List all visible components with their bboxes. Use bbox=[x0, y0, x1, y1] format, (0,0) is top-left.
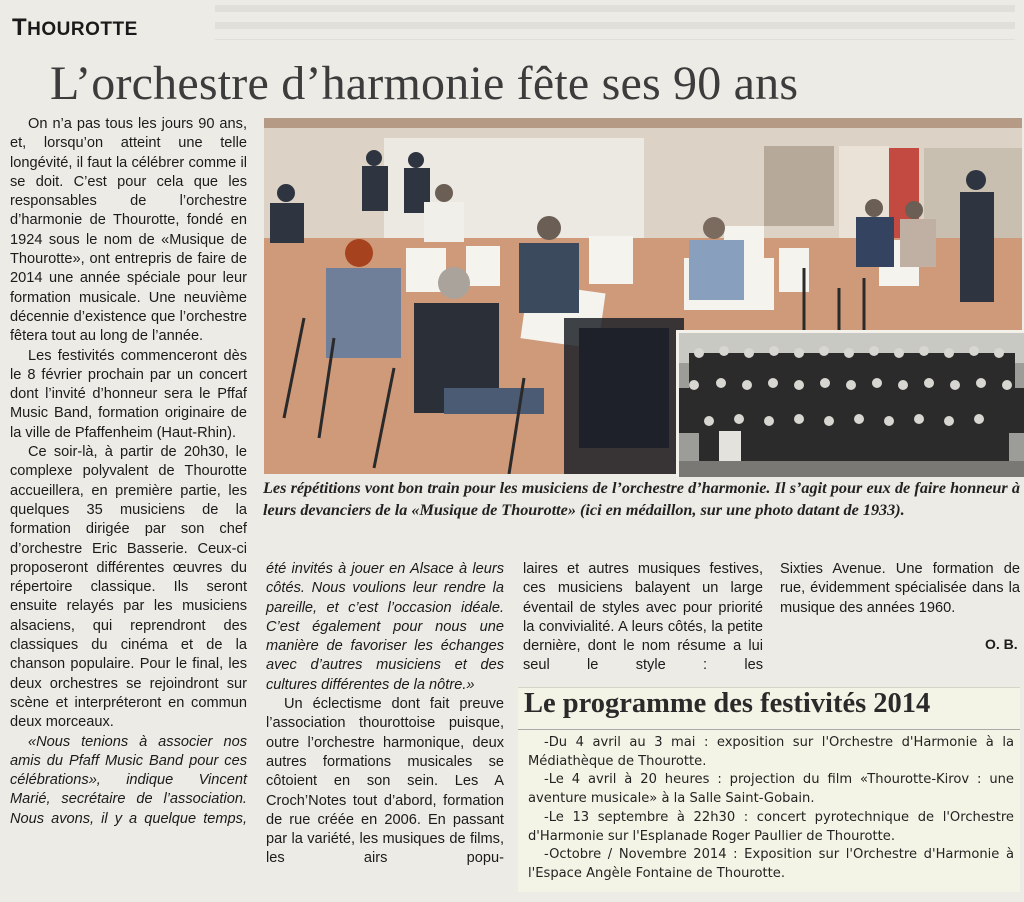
programme-list bbox=[528, 734, 1014, 884]
programme-item: -Du 4 avril au 3 mai : exposition sur l'Orchestre d'Harmonie à la Médiathèque de Thourotte. bbox=[528, 735, 1014, 769]
paragraph-quote: «Nous tenions à associer nos amis du Pfaff Music Band pour ces célébrations», indique Vincent Marié, secrétaire de l’association. Nous avons, il y a quelque temps, bbox=[10, 733, 247, 827]
paragraph: laires et autres musiques festives, ces musiciens balayent un large éventail de styles avec pour priorité la convivialité. A leurs côtés, la petite dernière, dont le nom résume a lui seul le style : les bbox=[523, 561, 763, 674]
article-column-4 bbox=[780, 560, 1020, 618]
historic-1933-photo bbox=[676, 330, 1024, 477]
programme-item: -Le 4 avril à 20 heures : projection du film «Thourotte-Kirov : une aventure musicale» à la Salle Saint-Gobain. bbox=[528, 772, 1014, 807]
article-column-3 bbox=[523, 560, 763, 676]
historic-photo-drawing bbox=[679, 333, 1024, 477]
paragraph: Un éclectisme dont fait preuve l’association thourottoise puisque, outre l’orchestre harmonique, deux autres formations musicales se côtoient en son sein. Les A Croch’Notes tout d’abord, formation de rue créée en 2006. En passant par la variété, les musiques de films, les airs popu- bbox=[266, 696, 504, 867]
article-column-1 bbox=[10, 115, 247, 829]
paragraph-quote: été invités à jouer en Alsace à leurs côtés. Nous voulions leur rendre la pareille, et c’est l’occasion idéale. C’est également pour nous une manière de favoriser les échanges avec d’autres musiciens et des cultures différentes de la nôtre.» bbox=[266, 561, 504, 693]
programme-item: -Octobre / Novembre 2014 : Exposition sur l'Orchestre d'Harmonie à l'Espace Angèle Fontaine de Thourotte. bbox=[528, 847, 1014, 881]
author-signature: O. B. bbox=[985, 636, 1018, 652]
programme-item: -Le 13 septembre à 22h30 : concert pyrotechnique de l'Orchestre d'Harmonie sur l'Esplanade Roger Paullier de Thourotte. bbox=[528, 809, 1014, 844]
article-column-2 bbox=[266, 560, 504, 869]
bleed-through-text bbox=[215, 0, 1015, 40]
programme-title: Le programme des festivités 2014 bbox=[524, 688, 931, 719]
photo-caption: Les répétitions vont bon train pour les musiciens de l’orchestre d’harmonie. Il s’agit pour eux de faire honneur à leurs devanciers de la «Musique de Thourotte» (ici en médaillon, sur une photo datant de 1933). bbox=[263, 479, 1020, 519]
paragraph: Les festivités commenceront dès le 8 février prochain par un concert dont l’invité d’honneur sera le Pffaf Music Band, formation originaire de la ville de Pfaffenheim (Haut-Rhin). bbox=[10, 347, 247, 441]
rubric-text: HOUROTTE bbox=[27, 19, 138, 40]
programme-divider bbox=[518, 729, 1020, 730]
article-headline: L’orchestre d’harmonie fête ses 90 ans bbox=[50, 57, 799, 110]
paragraph: Sixties Avenue. Une formation de rue, évidemment spécialisée dans la musique des années 1960. bbox=[780, 561, 1020, 616]
paragraph: Ce soir-là, à partir de 20h30, le complexe polyvalent de Thourotte accueillera, en première partie, les quelques 35 musiciens de la formation dirigée par son chef d’orchestre Eric Basserie. Ceux-ci proposeront différentes œuvres du répertoire classique. Ils seront ensuite relayés par les musiciens alsaciens, qui reprendront des classiques du cinéma et de la chanson populaire. Pour le final, les deux orchestres se rejoindront sur scène et interpréteront en commun deux morceaux. bbox=[10, 444, 247, 731]
paragraph: On n’a pas tous les jours 90 ans, et, lorsqu’on atteint une telle longévité, il faut la célébrer comme il se doit. C’est pour cela que les responsables de l’orchestre d’harmonie de Thourotte, fondé en 1924 sous le nom de «Musique de Thourotte», ont entrepris de faire de 2014 une année spéciale pour leur formation musicale. Une neuvième décennie d’existence que l’orchestre fêtera tout au long de l’année. bbox=[10, 116, 247, 345]
section-rubric: THOUROTTE bbox=[12, 14, 138, 41]
